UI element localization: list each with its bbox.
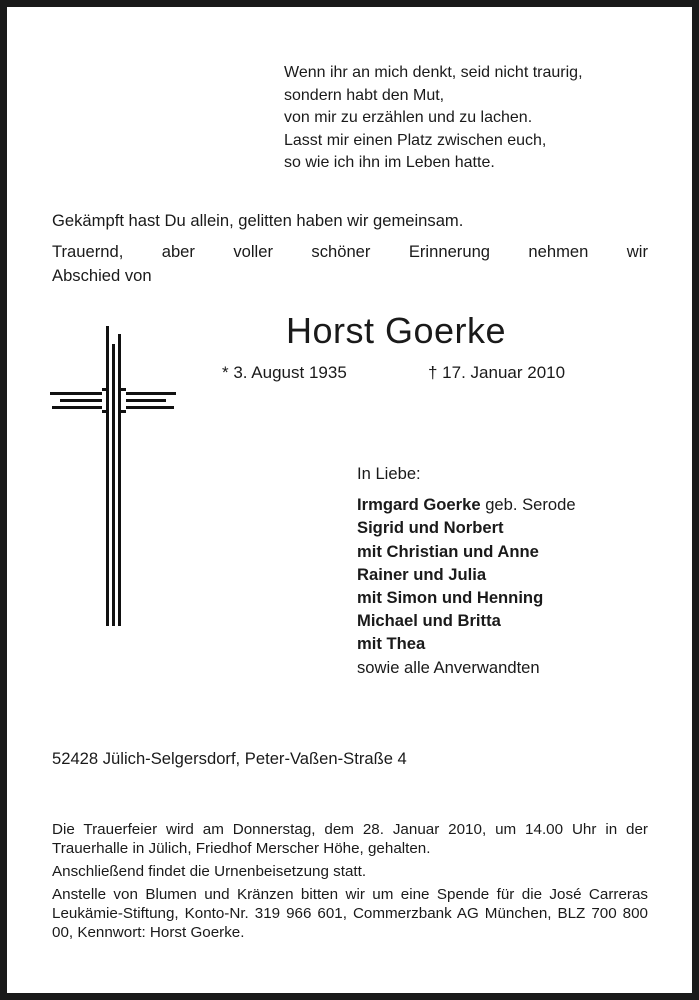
poem-line: sondern habt den Mut, <box>284 86 445 104</box>
poem-line: so wie ich ihn im Leben hatte. <box>284 154 495 171</box>
cross-icon <box>50 326 180 631</box>
life-dates <box>222 363 566 383</box>
notice-paragraph: Anschließend findet die Urnenbeisetzung statt. <box>52 863 367 880</box>
intro-line: Trauernd, aber voller schöner Erinnerung nehmen wir <box>52 242 648 261</box>
mourner-line: Rainer und Julia <box>357 564 487 584</box>
mourner-name: Irmgard Goerke <box>357 495 481 515</box>
mourner-line: mit Thea <box>357 634 426 654</box>
mourner-line <box>357 493 576 516</box>
mourner-line: mit Christian und Anne <box>357 541 539 561</box>
intro-text <box>52 209 648 288</box>
mourner-note: geb. Serode <box>480 495 576 515</box>
mourner-line: mit Simon und Henning <box>357 588 544 608</box>
mourners-lead: In Liebe: <box>357 464 421 483</box>
poem-line: Lasst mir einen Platz zwischen euch, <box>284 131 547 149</box>
poem-line: von mir zu erzählen und zu lachen. <box>284 109 533 126</box>
poem-line: Wenn ihr an mich denkt, seid nicht traurig, <box>284 64 583 81</box>
poem <box>284 62 583 175</box>
address: 52428 Jülich-Selgersdorf, Peter-Vaßen-Straße 4 <box>52 749 407 768</box>
notice-paragraph: Die Trauerfeier wird am Donnerstag, dem 28. Januar 2010, um 14.00 Uhr in der Trauerhalle in Jülich, Friedhof Merscher Höhe, gehalten. <box>52 821 648 857</box>
funeral-notice <box>52 820 648 946</box>
birth-date: * 3. August 1935 <box>222 363 347 382</box>
mourners-list <box>357 462 576 679</box>
deceased-name: Horst Goerke <box>286 310 507 351</box>
death-date: † 17. Januar 2010 <box>428 363 566 382</box>
intro-line: Gekämpft hast Du allein, gelitten haben wir gemeinsam. <box>52 211 464 230</box>
mourners-closing: sowie alle Anverwandten <box>357 657 540 677</box>
mourner-line: Michael und Britta <box>357 611 501 631</box>
intro-line: Abschied von <box>52 266 152 285</box>
notice-paragraph: Anstelle von Blumen und Kränzen bitten wir um eine Spende für die José Carreras Leukämie-Stiftung, Konto-Nr. 319 966 601, Commerzbank AG München, BLZ 700 800 00, Kennwort: Horst Goerke. <box>52 886 648 941</box>
mourner-line: Sigrid und Norbert <box>357 518 504 538</box>
